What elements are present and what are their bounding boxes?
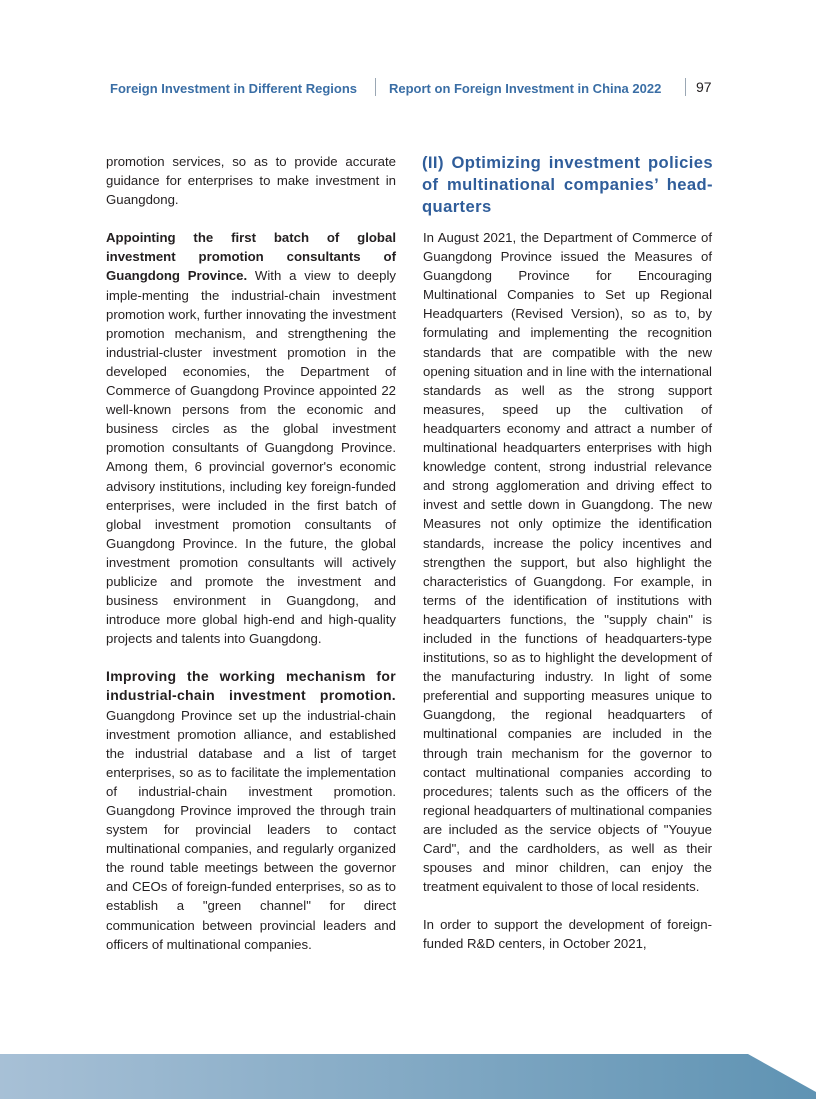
section-heading: (II) Optimizing investment policies of multinational companies’ head-quarters (422, 153, 713, 216)
paragraph (106, 228, 396, 648)
right-column (423, 228, 712, 972)
paragraph: In order to support the development of foreign-funded R&D centers, in October 2021, (423, 917, 712, 952)
header-divider (685, 78, 686, 96)
paragraph: promotion services, so as to provide accurate guidance for enterprises to make investment in Guangdong. (106, 154, 396, 208)
paragraph-body: With a view to deeply imple-menting the industrial-chain investment promotion work, further innovating the investment promotion mechanism, and strengthening the industrial-cluster investment promotion in the developed economies, the Department of Commerce of Guangdong Province appointed 22 well-known persons from the economic and business circles as the global investment promotion consultants of Guangdong Province. Among them, 6 provincial governor's economic advisory institutions, including key foreign-funded enterprises, were included in the first batch of global investment promotion consultants of Guangdong Province. In the future, the global investment promotion consultants will actively publicize and promote the investment and business environment in Guangdong, and introduce more global high-end and high-quality projects and talents into Guangdong. (106, 268, 396, 647)
paragraph-lead: Appointing the first batch of global investment promotion consultants of Guangdong Province. (106, 230, 396, 284)
paragraph (106, 667, 396, 953)
left-column (106, 152, 396, 973)
running-header (0, 78, 816, 98)
paragraph: In August 2021, the Department of Commerce of Guangdong Province issued the Measures of Guangdong Province for Encouraging Multinational Companies to Set up Regional Headquarters (Revised Version), so as to, by formulating and implementing the recognition standards that are compatible with the new opening situation and in line with the international standards as well as the strong support measures, speed up the cultivation of headquarters economy and attract a number of multinational headquarters enterprises with high knowledge content, strong industrial relevance and strong agglomeration and driving effect to invest and settle down in Guangdong. The new Measures not only optimize the identification standards, increase the policy incentives and strengthen the support, but also highlight the characteristics of Guangdong. For example, in terms of the identification of institutions with headquarters functions, the "supply chain" is included in the functions of headquarters-type institutions, so as to highlight the development of the manufacturing industry. In light of some preferential and supporting measures unique to Guangdong, the regional headquarters of multinational companies are included in the through train mechanism for the governor to contact multinational companies according to procedures; talents such as the officers of the regional headquarters of multinational companies are included as the service objects of "Youyue Card", and the cardholders, as well as their spouses and minor children, can enjoy the treatment equivalent to those of local residents. (423, 230, 712, 895)
footer-band (0, 1054, 816, 1099)
header-section-title: Foreign Investment in Different Regions (110, 81, 358, 96)
paragraph-lead: Improving the working mechanism for industrial-chain investment promotion. (106, 668, 396, 704)
header-divider (375, 78, 376, 96)
header-report-title: Report on Foreign Investment in China 2022 (389, 81, 662, 96)
paragraph-body: Guangdong Province set up the industrial-chain investment promotion alliance, and established the industrial database and a list of target enterprises, so as to facilitate the implementation of industrial-chain investment promotion. Guangdong Province improved the through train system for provincial leaders to contact multinational companies, and regularly organized the round table meetings between the governor and CEOs of foreign-funded enterprises, so as to establish a "green channel" for direct communication between provincial leaders and officers of multinational companies. (106, 707, 396, 952)
page-number: 97 (696, 79, 712, 95)
